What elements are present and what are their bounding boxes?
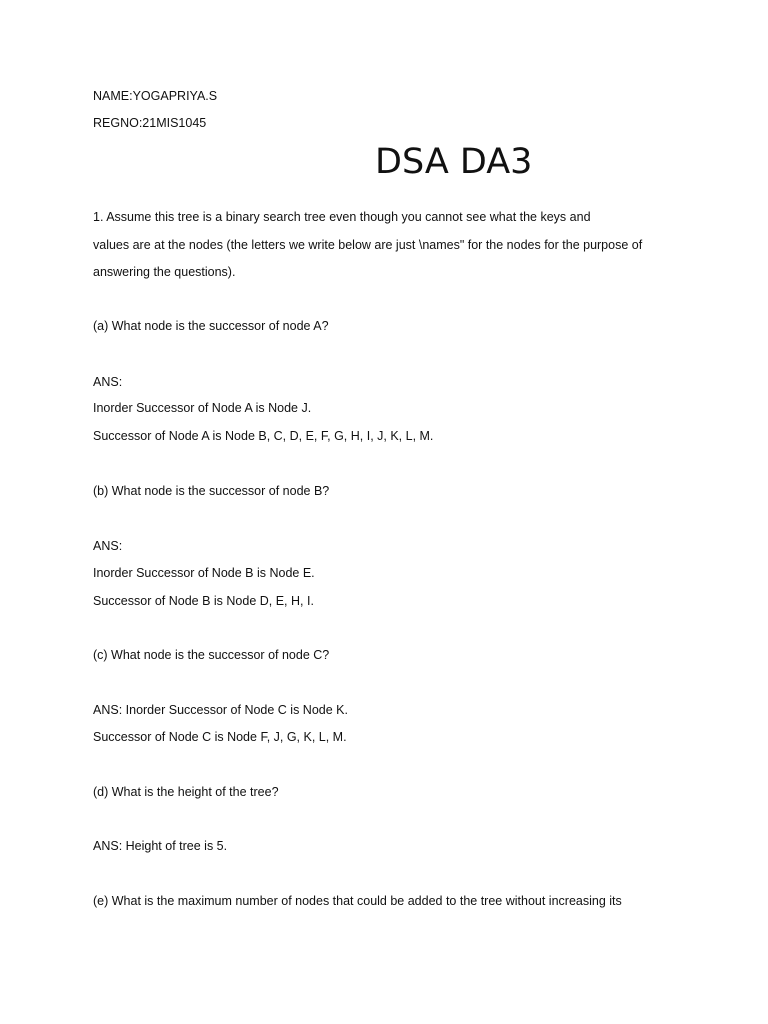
part-a-question: (a) What node is the successor of node A? (93, 319, 329, 333)
part-c-answer-line-1: ANS: Inorder Successor of Node C is Node K. (93, 703, 348, 717)
part-c-question: (c) What node is the successor of node C? (93, 648, 330, 662)
part-c-answer-line-2: Successor of Node C is Node F, J, G, K, L, M. (93, 730, 347, 744)
part-a-answer-line-1: Inorder Successor of Node A is Node J. (93, 401, 312, 415)
part-a-ans-label: ANS: (93, 375, 123, 389)
question-1-intro-line-1: 1. Assume this tree is a binary search tree even though you cannot see what the keys and (93, 210, 591, 224)
part-b-answer-line-1: Inorder Successor of Node B is Node E. (93, 566, 315, 580)
part-d-question: (d) What is the height of the tree? (93, 785, 279, 799)
part-b-question: (b) What node is the successor of node B? (93, 484, 330, 498)
document-title: DSA DA3 (375, 142, 533, 182)
part-b-ans-label: ANS: (93, 539, 123, 553)
register-number: REGNO:21MIS1045 (93, 116, 207, 130)
question-1-intro-line-3: answering the questions). (93, 265, 236, 279)
student-name: NAME:YOGAPRIYA.S (93, 89, 218, 103)
part-b-answer-line-2: Successor of Node B is Node D, E, H, I. (93, 594, 314, 608)
part-a-answer-line-2: Successor of Node A is Node B, C, D, E, F, G, H, I, J, K, L, M. (93, 429, 434, 443)
question-1-intro-line-2: values are at the nodes (the letters we write below are just \names" for the nodes for the purpose of (93, 238, 643, 252)
part-d-answer-line-1: ANS: Height of tree is 5. (93, 839, 228, 853)
part-e-question: (e) What is the maximum number of nodes that could be added to the tree without increasing its (93, 894, 622, 908)
